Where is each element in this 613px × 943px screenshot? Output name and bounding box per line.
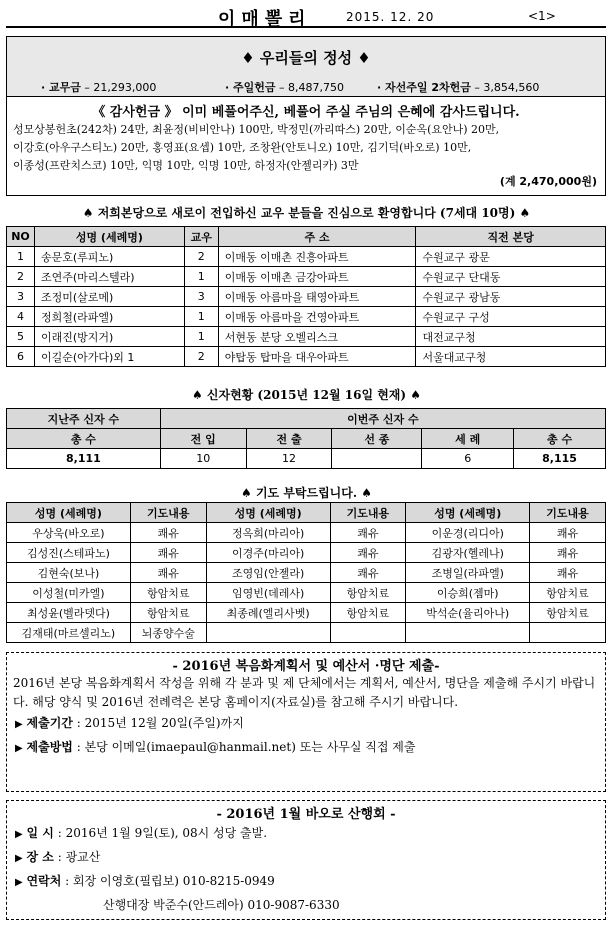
table-row: 6 이길순(아가다)외 1 2 야탑동 탑마을 대우아파트 서울대교구청 — [7, 347, 606, 367]
bulletin-title: 이매뽈리 — [218, 9, 312, 30]
table-row: 김현숙(보나) 쾌유 조영임(안젤라) 쾌유 조병일(라파엘) 쾌유 — [7, 563, 606, 583]
hiking-date: ▶ 일 시 : 2016년 1월 9일(토), 08시 성당 출발. — [15, 826, 268, 840]
stats-title: ♠ 신자현황 (2015년 12월 16일 현재) ♠ — [191, 388, 422, 402]
hiking-notice — [6, 800, 606, 920]
stat-col: 총 수 — [7, 429, 161, 449]
offering-charity: · 자선주일 2차헌금 – 3,854,560 — [377, 81, 540, 94]
offering-tithe: · 교무금 – 21,293,000 — [41, 81, 157, 94]
newcomers-title: ♠ 저희본당으로 새로이 전입하신 교우 분들을 진심으로 환영합니다 (7세대 10명) ♠ — [82, 206, 531, 220]
table-row: 이성철(미카엘) 항암치료 임영빈(데레사) 항암치료 이승희(젬마) 항암치료 — [7, 583, 606, 603]
bulletin-header — [6, 4, 606, 28]
stat-value: 6 — [422, 449, 514, 469]
offering-header — [7, 37, 605, 97]
plan-notice — [6, 652, 606, 792]
hiking-notice-title: - 2016년 1월 바오로 산행회 - — [216, 807, 396, 822]
prayer-table — [6, 502, 606, 643]
table-row: 김재태(마르셀리노) 뇌종양수술 — [7, 623, 606, 643]
stat-col: 총 수 — [514, 429, 606, 449]
donor-line: 이강호(아우구스티노) 20만, 홍영표(요셉) 10만, 조창완(안토니오) 10만, 김기덕(바오로) 10만, — [13, 141, 472, 154]
offering-total: (계 2,470,000원) — [499, 175, 597, 188]
col-no: NO — [7, 227, 35, 247]
thanks-heading: 《 감사헌금 》 이미 베풀어주신, 베풀어 주실 주님의 은혜에 감사드립니다. — [92, 105, 520, 120]
hiking-leader-contact: 산행대장 박준수(안드레아) 010-9087-6330 — [103, 898, 340, 912]
offering-title: ♦ 우리들의 정성 ♦ — [241, 49, 371, 67]
table-header-row — [7, 227, 606, 247]
last-week-label: 지난주 신자 수 — [7, 409, 161, 429]
plan-notice-method: ▶ 제출방법 : 본당 이메일(imaepaul@hanmail.net) 또는 사무실 직접 제출 — [15, 740, 416, 754]
table-row: 최성윤(벨라뎃다) 항암치료 최종례(엘리사벳) 항암치료 박석순(율리아나) 항암치료 — [7, 603, 606, 623]
stat-value: 8,115 — [514, 449, 606, 469]
plan-notice-body: 2016년 본당 복음화계획서 작성을 위해 각 분과 및 제 단체에서는 계획서, 예산서, 명단을 제출해 주시기 바랍니다. 해당 양식 및 2016년 전례력은 본당 홈페이지(자료실)를 참고해 주시기 바랍니다. — [13, 676, 596, 709]
offering-sunday: · 주일헌금 – 8,487,750 — [225, 81, 344, 94]
stat-value: 8,111 — [7, 449, 161, 469]
donor-list — [13, 121, 599, 175]
col-count: 교우 — [184, 227, 218, 247]
newcomers-table — [6, 226, 606, 367]
table-row: 3 조정미(살로메) 3 이매동 아름마을 태영아파트 수원교구 광남동 — [7, 287, 606, 307]
triangle-bullet-icon: ▶ — [15, 829, 23, 840]
stat-col: 전 출 — [246, 429, 332, 449]
stat-value — [332, 449, 422, 469]
table-row: 1 송문호(루피노) 2 이매동 이매촌 진흥아파트 수원교구 광문 — [7, 247, 606, 267]
col-parish: 직전 본당 — [416, 227, 606, 247]
this-week-label: 이번주 신자 수 — [160, 409, 605, 429]
hiking-contact: ▶ 연락처 : 회장 이영호(필립보) 010-8215-0949 — [15, 874, 275, 888]
stats-table — [6, 408, 606, 469]
triangle-bullet-icon: ▶ — [15, 719, 23, 730]
stat-col: 선 종 — [332, 429, 422, 449]
page-number: <1> — [528, 9, 556, 23]
stat-col: 전 입 — [160, 429, 246, 449]
donor-line: 이종성(프란치스코) 10만, 익명 10만, 익명 10만, 하정자(안젤리카) 3만 — [13, 159, 359, 172]
col-address: 주 소 — [218, 227, 416, 247]
table-row: 2 조연주(마리스텔라) 1 이매동 이매촌 금강아파트 수원교구 단대동 — [7, 267, 606, 287]
table-row: 우상욱(바오로) 쾌유 정옥희(마리아) 쾌유 이운경(리디아) 쾌유 — [7, 523, 606, 543]
stat-col: 세 례 — [422, 429, 514, 449]
triangle-bullet-icon: ▶ — [15, 743, 23, 754]
stat-value: 12 — [246, 449, 332, 469]
table-row: 5 이래진(방지거) 1 서현동 분당 오벨리스크 대전교구청 — [7, 327, 606, 347]
triangle-bullet-icon: ▶ — [15, 877, 23, 888]
table-row: 4 정희철(라파엘) 1 이매동 아름마을 건영아파트 수원교구 구성 — [7, 307, 606, 327]
offering-box — [6, 36, 606, 196]
plan-notice-period: ▶ 제출기간 : 2015년 12월 20일(주일)까지 — [15, 716, 244, 730]
plan-notice-title: - 2016년 복음화계획서 및 예산서 ·명단 제출- — [172, 659, 440, 674]
donor-line: 성모상봉헌초(242차) 24만, 최윤정(비비안나) 100만, 박정민(까리따스) 20만, 이순옥(요안나) 20만, — [13, 123, 500, 136]
col-name: 성명 (세례명) — [34, 227, 184, 247]
triangle-bullet-icon: ▶ — [15, 853, 23, 864]
prayer-title: ♠ 기도 부탁드립니다. ♠ — [241, 486, 372, 500]
stat-value: 10 — [160, 449, 246, 469]
table-header-row: 성명 (세례명) 기도내용 성명 (세례명) 기도내용 성명 (세례명) 기도내용 — [7, 503, 606, 523]
bulletin-date: 2015. 12. 20 — [346, 10, 435, 24]
table-row: 김성진(스테파노) 쾌유 이경주(마리아) 쾌유 김광자(헬레나) 쾌유 — [7, 543, 606, 563]
hiking-place: ▶ 장 소 : 광교산 — [15, 850, 101, 864]
